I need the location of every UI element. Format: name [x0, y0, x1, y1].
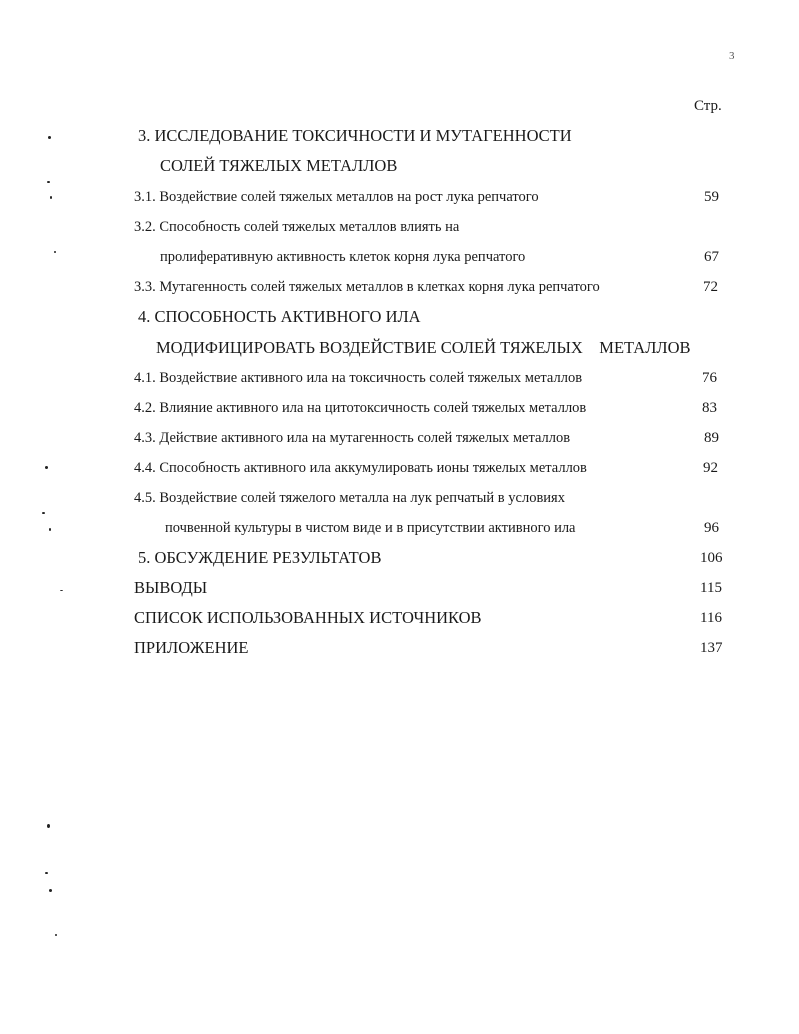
scan-speck — [48, 136, 51, 139]
toc-entry-4-4: 4.4. Способность активного ила аккумулировать ионы тяжелых металлов — [134, 460, 587, 476]
scan-speck — [47, 181, 50, 183]
toc-entry-4-3: 4.3. Действие активного ила на мутагенность солей тяжелых металлов — [134, 430, 571, 446]
scan-speck — [60, 590, 63, 591]
scan-speck — [49, 528, 51, 531]
scan-speck — [55, 934, 57, 936]
pages-column-header: Стр. — [694, 98, 722, 114]
toc-heading-4-cont: МОДИФИЦИРОВАТЬ ВОЗДЕЙСТВИЕ СОЛЕЙ ТЯЖЕЛЫХ МЕТАЛЛОВ — [156, 338, 691, 357]
toc-page-3-2: 67 — [704, 249, 719, 265]
toc-heading-3: 3. ИССЛЕДОВАНИЕ ТОКСИЧНОСТИ И МУТАГЕННОСТИ — [138, 126, 572, 145]
toc-entry-3-3: 3.3. Мутагенность солей тяжелых металлов в клетках корня лука репчатого — [134, 279, 600, 295]
toc-heading-5: 5. ОБСУЖДЕНИЕ РЕЗУЛЬТАТОВ — [138, 548, 382, 567]
toc-page-appendix: 137 — [700, 640, 723, 656]
scan-speck — [42, 512, 45, 514]
toc-entry-4-2: 4.2. Влияние активного ила на цитотоксичность солей тяжелых металлов — [134, 400, 587, 416]
toc-appendix: ПРИЛОЖЕНИЕ — [134, 638, 249, 657]
toc-heading-3-cont: СОЛЕЙ ТЯЖЕЛЫХ МЕТАЛЛОВ — [160, 156, 398, 175]
toc-entry-4-5: 4.5. Воздействие солей тяжелого металла на лук репчатый в условиях — [134, 490, 565, 506]
toc-conclusions: ВЫВОДЫ — [134, 578, 208, 597]
toc-references: СПИСОК ИСПОЛЬЗОВАННЫХ ИСТОЧНИКОВ — [134, 608, 482, 627]
scan-speck — [49, 889, 52, 892]
scan-speck — [45, 872, 48, 874]
toc-page-5: 106 — [700, 550, 723, 566]
scan-speck — [54, 251, 56, 253]
page-number: 3 — [729, 50, 735, 62]
toc-page-conclusions: 115 — [700, 580, 722, 596]
toc-entry-4-1: 4.1. Воздействие активного ила на токсичность солей тяжелых металлов — [134, 370, 583, 386]
toc-page-4-1: 76 — [702, 370, 717, 386]
toc-heading-4: 4. СПОСОБНОСТЬ АКТИВНОГО ИЛА — [138, 307, 421, 326]
scan-speck — [50, 196, 52, 199]
toc-page-references: 116 — [700, 610, 722, 626]
scan-speck — [47, 824, 50, 828]
toc-page-3-3: 72 — [703, 279, 718, 295]
toc-entry-4-5-cont: почвенной культуры в чистом виде и в присутствии активного ила — [165, 520, 576, 536]
toc-page-4-5: 96 — [704, 520, 719, 536]
toc-entry-3-2: 3.2. Способность солей тяжелых металлов влиять на — [134, 219, 460, 235]
toc-page-4-2: 83 — [702, 400, 717, 416]
scan-speck — [45, 466, 48, 469]
toc-entry-3-2-cont: пролиферативную активность клеток корня лука репчатого — [160, 249, 526, 265]
toc-page-3-1: 59 — [704, 189, 719, 205]
toc-page-4-3: 89 — [704, 430, 719, 446]
toc-page-4-4: 92 — [703, 460, 718, 476]
toc-entry-3-1: 3.1. Воздействие солей тяжелых металлов на рост лука репчатого — [134, 189, 539, 205]
